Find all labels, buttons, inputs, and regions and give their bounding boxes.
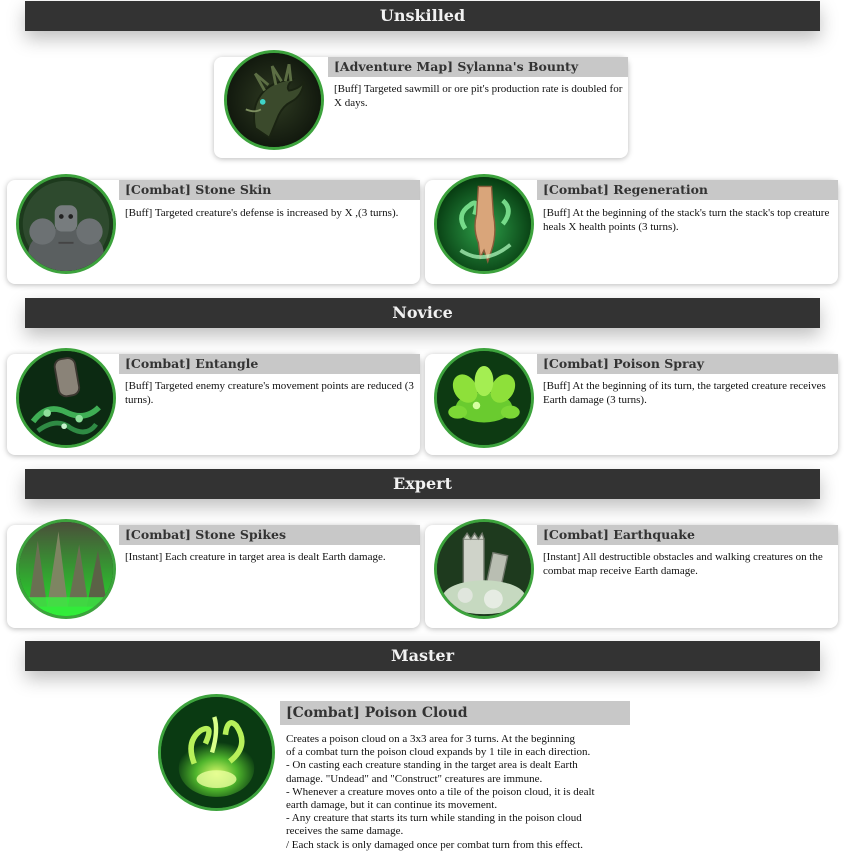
- spell-title: [Combat] Regeneration: [537, 180, 838, 200]
- desc-line: - Any creature that starts its turn while standing in the poison cloud: [286, 812, 582, 825]
- spell-description: [Instant] All destructible obstacles and walking creatures on the combat map receive Earth damage.: [543, 551, 823, 577]
- poison-cloud-icon: [158, 694, 275, 811]
- spell-description: [Buff] At the beginning of its turn, the targeted creature receives Earth damage (3 turns).: [543, 380, 826, 406]
- spell-description: [Buff] At the beginning of the stack's turn the stack's top creature heals X health points (3 turns).: [543, 207, 830, 233]
- poison-splash-icon: [434, 348, 534, 448]
- spell-title: [Combat] Stone Skin: [119, 180, 420, 200]
- stone-golem-icon: [16, 174, 116, 274]
- tier-header-expert: Expert: [25, 469, 820, 499]
- spell-title: [Combat] Poison Cloud: [280, 701, 630, 725]
- tier-header-novice: Novice: [25, 298, 820, 328]
- crumbling-tower-icon: [434, 519, 534, 619]
- desc-line: earth damage, but it can continue its movement.: [286, 799, 498, 812]
- spell-title: [Adventure Map] Sylanna's Bounty: [328, 57, 628, 77]
- desc-line: / Each stack is only damaged once per combat turn from this effect.: [286, 838, 583, 851]
- dragon-head-icon: [224, 50, 324, 150]
- spell-description: [Instant] Each creature in target area is dealt Earth damage.: [125, 551, 386, 563]
- spell-title: [Combat] Entangle: [119, 354, 420, 374]
- spell-description: [286, 733, 630, 852]
- desc-line: damage. "Undead" and "Construct" creatures are immune.: [286, 772, 543, 785]
- desc-line: - On casting each creature standing in the target area is dealt Earth: [286, 759, 578, 772]
- desc-line: of a combat turn the poison cloud expands by 1 tile in each direction.: [286, 746, 591, 759]
- spell-title: [Combat] Earthquake: [537, 525, 838, 545]
- spell-description: [Buff] Targeted sawmill or ore pit's production rate is doubled for X days.: [334, 83, 623, 109]
- tier-header-master: Master: [25, 641, 820, 671]
- vines-icon: [16, 348, 116, 448]
- spell-title: [Combat] Stone Spikes: [119, 525, 420, 545]
- spell-description: [Buff] Targeted creature's defense is increased by X ,(3 turns).: [125, 207, 399, 219]
- stone-spikes-icon: [16, 519, 116, 619]
- desc-line: Creates a poison cloud on a 3x3 area for 3 turns. At the beginning: [286, 733, 575, 745]
- spell-description: [Buff] Targeted enemy creature's movement points are reduced (3 turns).: [125, 380, 414, 406]
- spell-title: [Combat] Poison Spray: [537, 354, 838, 374]
- desc-line: - Whenever a creature moves onto a tile of the poison cloud, it is dealt: [286, 785, 595, 798]
- desc-line: receives the same damage.: [286, 825, 404, 838]
- healing-hand-icon: [434, 174, 534, 274]
- tier-header-unskilled: Unskilled: [25, 1, 820, 31]
